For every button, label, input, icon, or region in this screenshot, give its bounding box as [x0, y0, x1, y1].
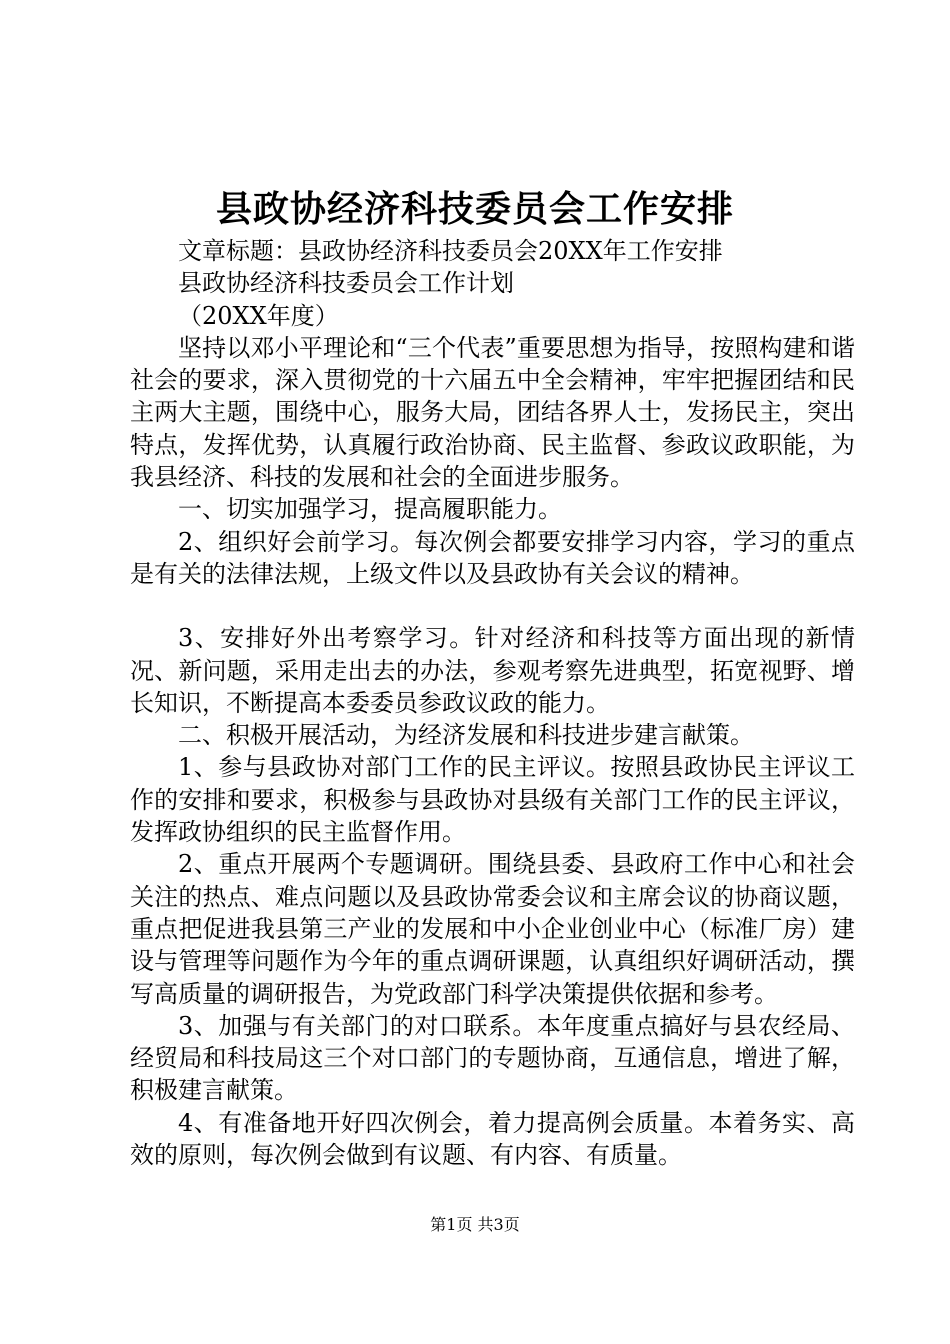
paragraph-guideline: 坚持以邓小平理论和“三个代表”重要思想为指导，按照构建和谐社会的要求，深入贯彻党的十六届五中全会精神，牢牢把握团结和民主两大主题，围绕中心，服务大局，团结各界人士，发扬民主，突出特点，发挥优势，认真履行政治协商、民主监督、参政议政职能，为我县经济、科技的发展和社会的全面进步服务。: [130, 333, 855, 492]
paragraph-article-title: 文章标题：县政协经济科技委员会20XX年工作安排: [178, 237, 723, 265]
paragraph-plan-title: 县政协经济科技委员会工作计划: [178, 269, 514, 298]
paragraph-item-2-3: 3、加强与有关部门的对口联系。本年度重点搞好与县农经局、经贸局和科技局这三个对口部门的专题协商，互通信息，增进了解，积极建言献策。: [130, 1011, 855, 1105]
document-body: [130, 235, 855, 1171]
paragraph-year: （20XX年度）: [178, 301, 339, 330]
paragraph-item-2-2: 2、重点开展两个专题调研。围绕县委、县政府工作中心和社会关注的热点、难点问题以及县政协常委会议和主席会议的协商议题，重点把促进我县第三产业的发展和中小企业创业中心（标准厂房）建设与管理等问题作为今年的重点调研课题，认真组织好调研活动，撰写高质量的调研报告，为党政部门科学决策提供依据和参考。: [130, 850, 855, 1008]
paragraph-item-2-1: 1、参与县政协对部门工作的民主评议。按照县政协民主评议工作的安排和要求，积极参与县政协对县级有关部门工作的民主评议，发挥政协组织的民主监督作用。: [130, 753, 855, 847]
page-number-footer: 第1页 共3页: [430, 1215, 520, 1234]
document-title: 县政协经济科技委员会工作安排: [215, 188, 734, 230]
paragraph-section-2: 二、积极开展活动，为经济发展和科技进步建言献策。: [178, 721, 754, 750]
paragraph-item-2-4: 4、有准备地开好四次例会，着力提高例会质量。本着务实、高效的原则，每次例会做到有议题、有内容、有质量。: [130, 1108, 855, 1170]
paragraph-item-1-3: 3、安排好外出考察学习。针对经济和科技等方面出现的新情况、新问题，采用走出去的办法，参观考察先进典型，拓宽视野、增长知识，不断提高本委委员参政议政的能力。: [130, 624, 855, 717]
paragraph-section-1: 一、切实加强学习，提高履职能力。: [178, 495, 562, 524]
paragraph-item-1-2: 2、组织好会前学习。每次例会都要安排学习内容，学习的重点是有关的法律法规，上级文件以及县政协有关会议的精神。: [130, 527, 855, 588]
